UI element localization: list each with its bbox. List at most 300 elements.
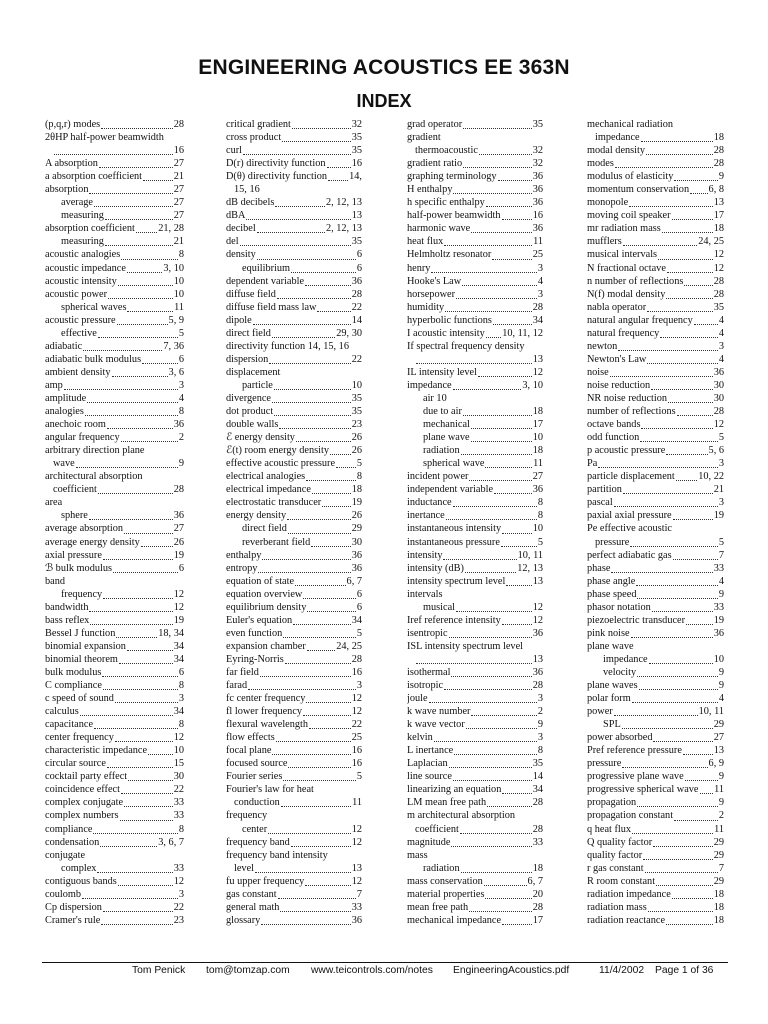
index-entry — [226, 235, 362, 248]
index-page-ref: 24, 25 — [336, 640, 362, 652]
index-entry — [45, 770, 184, 783]
index-page-ref: 18 — [532, 445, 543, 457]
index-term: (p,q,r) modes — [45, 119, 101, 130]
index-entry — [587, 118, 724, 131]
dot-leader — [451, 669, 531, 677]
dot-leader — [127, 265, 162, 273]
index-entry — [407, 209, 543, 222]
dot-leader — [307, 604, 355, 612]
index-entry — [45, 248, 184, 261]
index-page-ref: 21 — [713, 484, 724, 496]
dot-leader — [622, 721, 713, 729]
index-term: Pe effective acoustic — [587, 523, 673, 535]
index-page-ref: 11 — [533, 236, 543, 248]
index-term: instantaneous intensity — [407, 523, 502, 535]
index-entry — [407, 157, 543, 170]
dot-leader — [444, 238, 532, 246]
index-entry — [226, 601, 362, 614]
index-entry — [45, 444, 184, 457]
dot-leader — [115, 695, 178, 703]
index-term: measuring — [61, 210, 104, 222]
dot-leader — [292, 121, 351, 129]
index-page-ref: 36 — [351, 549, 362, 561]
index-entry — [226, 836, 362, 849]
dot-leader — [461, 865, 532, 873]
index-term: impedance — [595, 132, 640, 144]
index-page-ref: 33 — [173, 797, 184, 809]
dot-leader — [649, 656, 713, 664]
index-entry — [45, 653, 184, 666]
dot-leader — [312, 486, 351, 494]
dot-leader — [124, 526, 173, 534]
dot-leader — [107, 421, 173, 429]
index-page-ref: 10 — [532, 523, 543, 535]
index-page-ref: 12 — [713, 419, 724, 431]
index-term: focused source — [226, 758, 288, 770]
index-page-ref: 28 — [713, 145, 724, 157]
dot-leader — [99, 160, 173, 168]
dot-leader — [610, 369, 713, 377]
dot-leader — [456, 604, 532, 612]
index-term: direct field — [242, 523, 287, 535]
index-term: binomial theorem — [45, 653, 118, 665]
index-entry — [45, 823, 184, 836]
index-entry — [226, 809, 362, 822]
dot-leader — [246, 212, 350, 220]
dot-leader — [127, 304, 173, 312]
index-page-ref: 27 — [173, 523, 184, 535]
index-term: radiation — [423, 862, 460, 874]
index-term: intensity (dB) — [407, 562, 464, 574]
index-term: musical — [423, 601, 456, 613]
index-term: critical gradient — [226, 119, 291, 130]
index-term: grad operator — [407, 119, 463, 130]
index-entry — [226, 457, 362, 470]
index-term: perfect adiabatic gas — [587, 549, 672, 561]
index-entry — [587, 170, 724, 183]
index-page-ref: 2, 12, 13 — [325, 223, 362, 235]
index-term: humidity — [407, 301, 445, 313]
index-page-ref: 2 — [178, 432, 184, 444]
index-term: incident power — [407, 471, 469, 483]
index-page-ref: 28 — [351, 288, 362, 300]
dot-leader — [143, 173, 173, 181]
index-term: average energy density — [45, 536, 140, 548]
index-page-ref: 2, 12, 13 — [325, 197, 362, 209]
dot-leader — [674, 813, 718, 821]
index-page-ref: 16 — [173, 145, 184, 157]
index-page-ref: 21 — [173, 236, 184, 248]
index-entry — [226, 901, 362, 914]
index-entry — [587, 588, 724, 601]
dot-leader — [117, 317, 168, 325]
index-page-ref: 12 — [173, 601, 184, 613]
index-page-ref: 9 — [537, 719, 543, 731]
index-entry — [226, 222, 362, 235]
index-term: radiation mass — [587, 901, 647, 913]
index-term: complex — [61, 862, 97, 874]
index-page-ref: 21, 28 — [158, 223, 184, 235]
index-term: material properties — [407, 888, 485, 900]
index-entry — [226, 536, 362, 549]
dot-leader — [93, 826, 177, 834]
index-entry — [407, 418, 543, 431]
dot-leader — [105, 238, 173, 246]
dot-leader — [100, 839, 157, 847]
index-entry — [587, 248, 724, 261]
index-page-ref: 3 — [178, 379, 184, 391]
index-page-ref: 6, 8 — [708, 184, 724, 196]
index-term: progressive plane wave — [587, 771, 684, 783]
dot-leader — [645, 865, 718, 873]
index-entry — [407, 327, 543, 340]
dot-leader — [484, 878, 527, 886]
dot-leader — [641, 134, 713, 142]
index-term: axial pressure — [45, 549, 102, 561]
index-page-ref: 6, 7 — [346, 575, 362, 587]
dot-leader — [683, 747, 713, 755]
index-term: q heat flux — [587, 823, 632, 835]
index-entry — [587, 157, 724, 170]
index-page-ref: 10 — [532, 432, 543, 444]
index-page-ref: 36 — [351, 275, 362, 287]
index-page-ref: 36 — [532, 197, 543, 209]
index-entry — [407, 222, 543, 235]
index-entry — [45, 483, 184, 496]
index-page-ref: 6, 7 — [527, 875, 543, 887]
index-entry — [226, 575, 362, 588]
index-entry — [407, 183, 543, 196]
index-term: partition — [587, 484, 622, 496]
dot-leader — [647, 356, 718, 364]
index-page-ref: 36 — [173, 510, 184, 522]
index-term: p acoustic pressure — [587, 445, 666, 457]
index-page-ref: 24, 25 — [698, 236, 724, 248]
dot-leader — [637, 799, 718, 807]
index-entry — [226, 379, 362, 392]
index-term: ℬ bulk modulus — [45, 562, 113, 574]
index-entry — [587, 575, 724, 588]
index-entry — [407, 431, 543, 444]
index-page-ref: 33 — [173, 862, 184, 874]
index-page-ref: 12 — [532, 366, 543, 378]
index-entry — [45, 209, 184, 222]
dot-leader — [261, 917, 350, 925]
index-entry — [226, 418, 362, 431]
dot-leader — [486, 330, 501, 338]
index-term: noise — [587, 366, 609, 378]
dot-leader — [82, 891, 178, 899]
index-page-ref: 8 — [356, 471, 362, 483]
index-entry — [587, 718, 724, 731]
index-page-ref: 29 — [713, 836, 724, 848]
index-heading: INDEX — [356, 91, 412, 111]
index-term: bass reflex — [45, 614, 90, 626]
index-page-ref: 13 — [532, 653, 543, 665]
index-entry — [45, 522, 184, 535]
index-page-ref: 6 — [356, 249, 362, 261]
index-page-ref: 22 — [351, 719, 362, 731]
index-term: D(r) directivity function — [226, 158, 326, 170]
index-entry — [45, 470, 184, 483]
dot-leader — [260, 669, 351, 677]
index-term: frequency band intensity — [226, 849, 328, 861]
index-term: LM mean free path — [407, 797, 487, 809]
index-term: entropy — [226, 562, 258, 574]
index-entry — [45, 536, 184, 549]
index-page-ref: 5 — [718, 536, 724, 548]
index-term: radiation reactance — [587, 914, 666, 926]
dot-leader — [288, 760, 350, 768]
dot-leader — [322, 499, 351, 507]
index-entry — [226, 170, 362, 183]
dot-leader — [283, 630, 356, 638]
dot-leader — [64, 382, 178, 390]
dot-leader — [89, 604, 172, 612]
index-term: frequency — [61, 588, 103, 600]
index-entry — [45, 496, 184, 509]
index-term: mechanical — [423, 419, 470, 431]
dot-leader — [258, 565, 350, 573]
dot-leader — [85, 408, 178, 416]
index-term: double walls — [226, 419, 279, 431]
index-page-ref: 7, 36 — [163, 340, 184, 352]
index-page-ref: 18 — [532, 406, 543, 418]
index-term: equilibrium density — [226, 601, 307, 613]
index-page-ref: 19 — [173, 614, 184, 626]
index-term: natural frequency — [587, 327, 660, 339]
dot-leader — [485, 891, 531, 899]
dot-leader — [288, 526, 351, 534]
index-page-ref: 4 — [718, 353, 724, 365]
index-entry — [226, 849, 362, 862]
index-term: kelvin — [407, 732, 433, 744]
index-page-ref: 30 — [351, 536, 362, 548]
index-page-ref: 12 — [532, 614, 543, 626]
index-entry — [587, 601, 724, 614]
index-page-ref: 14 — [351, 314, 362, 326]
index-entry — [407, 692, 543, 705]
dot-leader — [502, 526, 532, 534]
index-page-ref: 8 — [178, 823, 184, 835]
index-term: progressive spherical wave — [587, 784, 699, 796]
index-term: N(f) modal density — [587, 288, 666, 300]
index-term: intervals — [407, 588, 443, 600]
index-entry — [226, 549, 362, 562]
index-term: expansion chamber — [226, 640, 306, 652]
dot-leader — [141, 539, 173, 547]
index-entry — [226, 144, 362, 157]
footer-url[interactable]: www.teicontrols.com/notes — [311, 965, 433, 976]
index-column-4 — [587, 118, 724, 927]
dot-leader — [416, 356, 532, 364]
dot-leader — [295, 578, 345, 586]
index-page-ref: 10 — [713, 653, 724, 665]
index-entry — [407, 653, 543, 666]
index-entry — [587, 183, 724, 196]
dot-leader — [102, 669, 177, 677]
index-page-ref: 29, 30 — [336, 327, 362, 339]
dot-leader — [656, 878, 713, 886]
dot-leader — [449, 760, 532, 768]
index-page-ref: 33 — [713, 562, 724, 574]
index-term: diffuse field mass law — [226, 301, 317, 313]
index-entry — [226, 288, 362, 301]
dot-leader — [444, 682, 532, 690]
dot-leader — [700, 786, 714, 794]
index-term: acoustic analogies — [45, 249, 121, 261]
dot-leader — [309, 721, 351, 729]
dot-leader — [136, 225, 157, 233]
dot-leader — [615, 160, 713, 168]
index-entry — [407, 301, 543, 314]
index-term: line source — [407, 771, 452, 783]
index-entry — [587, 327, 724, 340]
index-entry — [407, 731, 543, 744]
dot-leader — [305, 278, 351, 286]
index-page-ref: 3, 10 — [522, 379, 543, 391]
dot-leader — [453, 382, 522, 390]
dot-leader — [243, 147, 351, 155]
dot-leader — [142, 356, 178, 364]
index-page-ref: 3 — [718, 458, 724, 470]
index-page-ref: 33 — [532, 836, 543, 848]
index-term: glossary — [226, 914, 261, 926]
index-page-ref: 28 — [713, 158, 724, 170]
dot-leader — [677, 408, 713, 416]
index-term: natural angular frequency — [587, 314, 693, 326]
index-page-ref: 5, 6 — [708, 445, 724, 457]
index-entry — [226, 209, 362, 222]
dot-leader — [307, 643, 335, 651]
index-page-ref: 18 — [713, 914, 724, 926]
index-page-ref: 12 — [351, 823, 362, 835]
index-term: gas constant — [226, 888, 277, 900]
index-page-ref: 22 — [173, 901, 184, 913]
index-page-ref: 26 — [351, 510, 362, 522]
index-page-ref: 12, 13 — [517, 562, 543, 574]
index-entry — [407, 679, 543, 692]
index-page-ref: 10 — [173, 745, 184, 757]
index-entry — [407, 536, 543, 549]
index-entry — [226, 614, 362, 627]
dot-leader — [469, 473, 531, 481]
dot-leader — [293, 617, 351, 625]
dot-leader — [451, 839, 531, 847]
index-term: acoustic power — [45, 288, 108, 300]
index-entry — [226, 483, 362, 496]
index-term: quality factor — [587, 849, 643, 861]
index-page-ref: 21 — [173, 171, 184, 183]
index-entry — [407, 666, 543, 679]
footer-author: Tom Penick — [132, 965, 186, 976]
index-term: IL intensity level — [407, 366, 477, 378]
dot-leader — [434, 734, 537, 742]
index-entry — [226, 275, 362, 288]
index-page-ref: 34 — [532, 784, 543, 796]
index-term: compliance — [45, 823, 93, 835]
index-term: graphing terminology — [407, 171, 497, 183]
index-page-ref: 30 — [713, 379, 724, 391]
index-term: absorption — [45, 184, 89, 196]
index-page-ref: 4 — [718, 693, 724, 705]
index-page-ref: 6 — [356, 262, 362, 274]
index-entry — [45, 405, 184, 418]
dot-leader — [502, 212, 532, 220]
index-term: modulus of elasticity — [587, 171, 674, 183]
index-term: characteristic impedance — [45, 745, 148, 757]
index-page-ref: 6 — [356, 601, 362, 613]
index-entry — [587, 679, 724, 692]
dot-leader — [330, 447, 351, 455]
index-page-ref: 5 — [356, 627, 362, 639]
index-entry — [45, 809, 184, 822]
dot-leader — [662, 225, 713, 233]
index-term: amp — [45, 379, 63, 391]
dot-leader — [272, 747, 350, 755]
index-entry — [226, 470, 362, 483]
index-entry — [587, 262, 724, 275]
index-term: monopole — [587, 197, 629, 209]
index-page-ref: 6 — [178, 666, 184, 678]
index-page-ref: 4 — [537, 275, 543, 287]
dot-leader — [461, 447, 532, 455]
index-term: c speed of sound — [45, 693, 114, 705]
index-entry — [587, 366, 724, 379]
index-term: plane waves — [587, 680, 638, 692]
index-term: general math — [226, 901, 280, 913]
dot-leader — [453, 186, 531, 194]
index-entry — [407, 496, 543, 509]
dot-leader — [148, 747, 173, 755]
index-term: Cp dispersion — [45, 901, 102, 913]
dot-leader — [598, 460, 718, 468]
index-entry — [226, 157, 362, 170]
index-term: plane wave — [423, 432, 470, 444]
index-page-ref: 36 — [351, 914, 362, 926]
dot-leader — [471, 434, 532, 442]
index-term: average — [61, 197, 94, 209]
dot-leader — [463, 121, 532, 129]
index-page-ref: 7 — [718, 549, 724, 561]
page-footer — [0, 965, 768, 981]
index-entry — [226, 340, 362, 353]
footer-email[interactable]: tom@tomzap.com — [206, 965, 290, 976]
index-page-ref: 16 — [351, 158, 362, 170]
index-page-ref: 12 — [532, 601, 543, 613]
index-entry — [45, 627, 184, 640]
index-term: Eyring-Norris — [226, 653, 284, 665]
index-page-ref: 32 — [351, 119, 362, 130]
index-entry — [45, 353, 184, 366]
index-entry — [45, 575, 184, 588]
index-term: Q quality factor — [587, 836, 653, 848]
index-entry — [587, 418, 724, 431]
index-term: henry — [407, 262, 431, 274]
index-page-ref: 10, 11 — [698, 706, 724, 718]
index-entry — [226, 718, 362, 731]
dot-leader — [257, 225, 325, 233]
index-term: 15, 16 — [234, 184, 260, 196]
dot-leader — [501, 539, 537, 547]
index-page-ref: 34 — [173, 706, 184, 718]
index-page-ref: 13 — [351, 210, 362, 222]
index-term: dispersion — [226, 353, 269, 365]
dot-leader — [429, 695, 537, 703]
index-term: acoustic impedance — [45, 262, 126, 274]
index-entry — [407, 914, 543, 927]
index-entry — [587, 809, 724, 822]
